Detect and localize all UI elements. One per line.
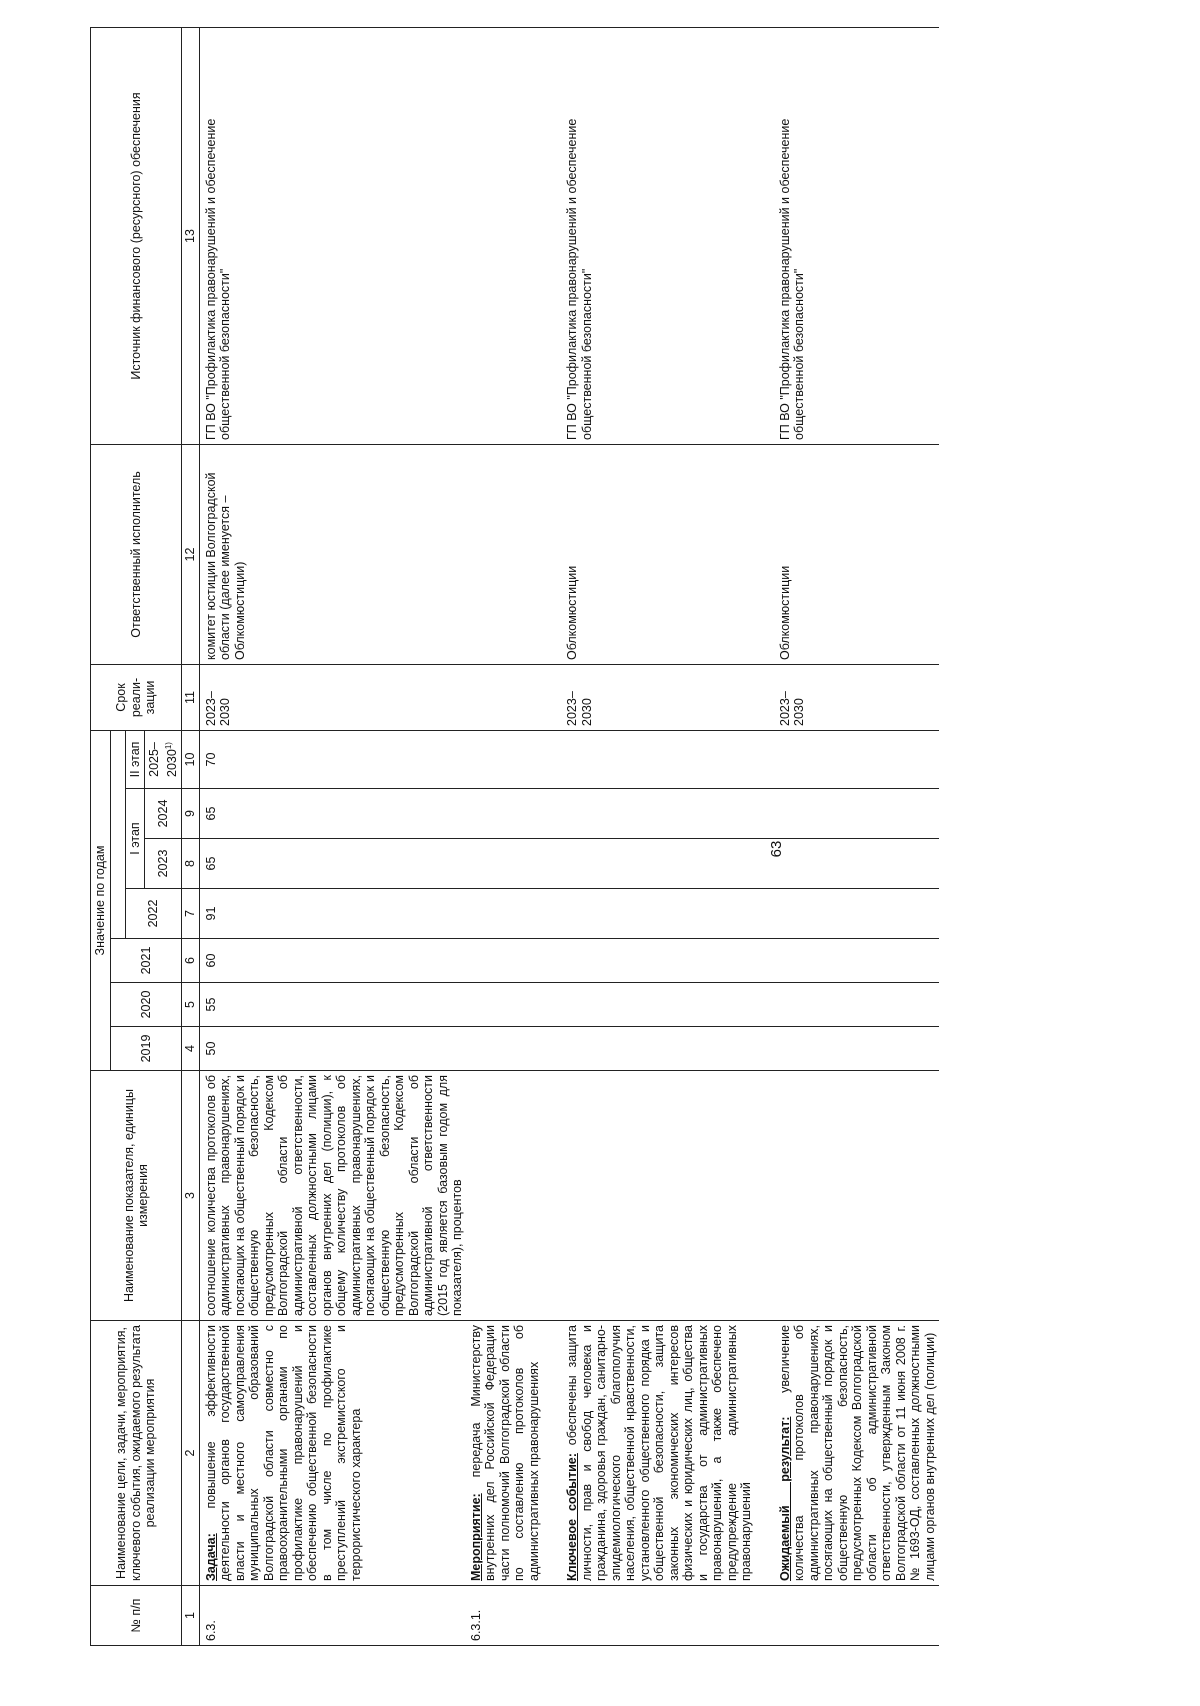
key-event-text: Ключевое событие: обеспечены защита личности, прав и свобод человека и гражданина, здоровья граждан, санитарно-эпидемиологического благополучия населения, общественной нравственности, установленного общественного порядка и общественной безопасности, защита законных экономических интересов физических и юридических лиц, общества и государства от административных правонарушений, а также обеспечено предупреждение административных правонарушений (563, 1321, 776, 1586)
executor: комитет юстиции Волгоградской области (далее именуется – Облкомюстиции) (199, 444, 467, 664)
value-2023: 65 (199, 839, 467, 889)
task-text: Задача: повышение эффективности деятельности органов государственной власти и местного самоуправления муниципальных образований Волгоградской области совместно с правоохранительными органами по профилактике правонарушений и обеспечению общественной безопасности в том числе по профилактике преступлений экстремистского и террористического характера (199, 1321, 467, 1586)
header-y2020: 2020 (110, 983, 182, 1027)
col-number: 7 (182, 889, 200, 939)
term: 2023–2030 (563, 664, 776, 730)
value-2020: 55 (199, 983, 467, 1027)
header-y2023: 2023 (145, 839, 182, 889)
header-source: Источник финансового (ресурсного) обеспечения (91, 27, 182, 444)
table-row-key-event (563, 27, 776, 1645)
col-number: 3 (182, 1071, 200, 1321)
column-number-row (182, 27, 200, 1645)
header-row-1 (91, 27, 111, 1645)
table-row-expected-result (776, 27, 940, 1645)
footnote-marker: 1) (163, 742, 173, 750)
col-number: 13 (182, 27, 200, 444)
header-y2024: 2024 (145, 789, 182, 839)
col-number: 9 (182, 789, 200, 839)
header-stage-spacer (110, 730, 125, 938)
table-row-measure (467, 27, 564, 1645)
header-executor: Ответственный исполнитель (91, 444, 182, 664)
col-number: 12 (182, 444, 200, 664)
col-number: 6 (182, 939, 200, 983)
header-stage2: II этап (125, 730, 145, 788)
header-y2022: 2022 (125, 889, 182, 939)
col-number: 2 (182, 1321, 200, 1586)
value-2019: 50 (199, 1027, 467, 1071)
header-indicator: Наименование показателя, единицы измерения (91, 1071, 182, 1321)
term: 2023–2030 (199, 664, 467, 730)
value-2022: 91 (199, 889, 467, 939)
header-y2021: 2021 (110, 939, 182, 983)
source: ГП ВО "Профилактика правонарушений и обеспечение общественной безопасности" (776, 27, 940, 444)
row-num: 6.3.1. (467, 1586, 564, 1646)
col-number: 8 (182, 839, 200, 889)
row-num: 6.3. (199, 1586, 467, 1646)
table-row-task (199, 27, 467, 1645)
executor: Облкомюстиции (776, 444, 940, 664)
header-y2025-2030: 2025–2030$^{1)}$ (145, 730, 182, 788)
header-num: № п/п (91, 1586, 182, 1646)
expected-result-text: Ожидаемый результат: увеличение количества протоколов об административных правонарушениях, посягающих на общественный порядок и общественную безопасность, предусмотренных Кодексом Волгоградской области об административной ответственности, утвержденным Законом Волгоградской области от 11 июня 2008 г. № 1693-ОД, составленных должностными лицами органов внутренних дел (полиции) (776, 1321, 940, 1586)
page-number: 63 (768, 840, 785, 858)
col-number: 10 (182, 730, 200, 788)
indicator-text: соотношение количества протоколов об административных правонарушениях, посягающих на общественный порядок и общественную безопасность, предусмотренных Кодексом Волгоградской области об административной ответственности, составленных должностными лицами органов внутренних дел (полиции), к общему количеству протоколов об административных правонарушениях, посягающих на общественный порядок и общественную безопасность, предусмотренных Кодексом Волгоградской области об административной ответственности (2015 год является базовым годом для показателя), процентов (199, 1071, 467, 1321)
header-stage1: I этап (125, 789, 145, 889)
col-number: 4 (182, 1027, 200, 1071)
value-2024: 65 (199, 789, 467, 839)
col-number: 1 (182, 1586, 200, 1646)
header-name: Наименование цели, задачи, мероприятия, ключевого события, ожидаемого результата реализации мероприятия (91, 1321, 182, 1586)
source: ГП ВО "Профилактика правонарушений и обеспечение общественной безопасности" (563, 27, 776, 444)
header-values-group: Значение по годам (91, 730, 111, 1070)
measure-text: Мероприятие: передача Министерству внутренних дел Российской Федерации части полномочий Волгоградской области по составлению протоколов об административных правонарушениях (467, 1321, 564, 1586)
col-number: 11 (182, 664, 200, 730)
header-y2019: 2019 (110, 1027, 182, 1071)
col-number: 5 (182, 983, 200, 1027)
header-term: Срок реали-зации (91, 664, 182, 730)
term: 2023–2030 (776, 664, 940, 730)
value-2025-2030: 70 (199, 730, 467, 788)
program-table (90, 27, 939, 1646)
executor: Облкомюстиции (563, 444, 776, 664)
source: ГП ВО "Профилактика правонарушений и обеспечение общественной безопасности" (199, 27, 467, 444)
value-2021: 60 (199, 939, 467, 983)
